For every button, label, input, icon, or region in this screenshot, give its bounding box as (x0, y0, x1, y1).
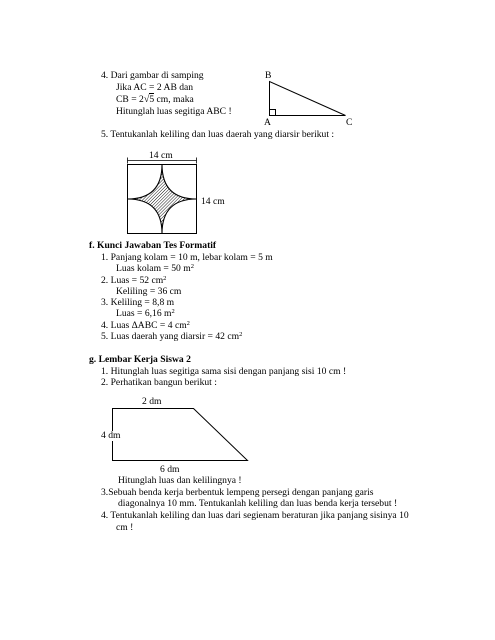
section-f-heading: f. Kunci Jawaban Tes Formatif (89, 240, 217, 251)
worksheet-q1: 1. Hitunglah luas segitiga sama sisi dengan panjang sisi 10 cm ! (101, 366, 347, 377)
answer-1b-sup: 2 (190, 263, 194, 270)
worksheet-q2-ask: Hitunglah luas dan kelilingnya ! (118, 475, 242, 486)
answer-5 (101, 332, 242, 342)
answer-4 (101, 321, 190, 331)
answer-3: 3. Keliling = 8,8 m (101, 297, 175, 308)
answer-5-text: 5. Luas daerah yang diarsir = 42 cm (101, 331, 240, 342)
right-angle-marker (270, 110, 276, 116)
q4-line2: Jika AC = 2 AB dan (116, 82, 194, 93)
answer-3b-sup: 2 (171, 308, 175, 315)
answer-1b (116, 264, 194, 274)
answer-2-sup: 2 (163, 275, 167, 282)
trapezoid (113, 409, 248, 461)
worksheet-q4-line2: cm ! (116, 522, 134, 533)
triangle-abc (270, 82, 346, 116)
answer-1: 1. Panjang kolam = 10 m, lebar kolam = 5 m (101, 252, 273, 263)
q4-line4: Hitunglah luas segitiga ABC ! (116, 106, 232, 117)
answer-4-sup: 2 (186, 320, 190, 327)
shaded-star (128, 165, 197, 234)
q4-line3-suffix: cm, maka (154, 94, 194, 105)
vertex-c-label: C (346, 117, 353, 128)
trapezoid-top-label: 2 dm (142, 396, 162, 407)
answer-2-text: 2. Luas = 52 cm (101, 275, 164, 286)
answer-3b (116, 309, 175, 319)
answer-2b: Keliling = 36 cm (116, 286, 182, 297)
q4-line3-radicand: 5 (149, 94, 155, 105)
answer-4-text: 4. Luas ΔABC = 4 cm (101, 320, 187, 331)
q5-side-label: 14 cm (201, 196, 225, 207)
trapezoid-left-label: 4 dm (101, 430, 121, 441)
worksheet-q3-line1: 3.Sebuah benda kerja berbentuk lempeng persegi dengan panjang garis (101, 487, 374, 498)
q5-line: 5. Tentukanlah keliling dan luas daerah yang diarsir berikut : (101, 129, 335, 140)
vertex-a-label: A (264, 117, 271, 128)
answer-2 (101, 276, 166, 286)
section-g-heading: g. Lembar Kerja Siswa 2 (89, 354, 191, 365)
answer-5-sup: 2 (239, 331, 243, 338)
trapezoid-bottom-label: 6 dm (160, 464, 180, 475)
worksheet-q2: 2. Perhatikan bangun berikut : (101, 377, 217, 388)
q4-line1: 4. Dari gambar di samping (101, 70, 204, 81)
worksheet-q4-line1: 4. Tentukanlah keliling dan luas dari segienam beraturan jika panjang sisinya 10 (101, 510, 409, 521)
answer-3b-text: Luas = 6,16 m (116, 308, 172, 319)
sqrt-sign: √ (143, 94, 150, 105)
vertex-b-label: B (265, 70, 272, 81)
q4-line3-prefix: CB = 2 (116, 94, 144, 105)
answer-1b-text: Luas kolam = 50 m (116, 263, 191, 274)
square-shaded-figure (128, 158, 197, 234)
worksheet-q3-line2: diagonalnya 10 mm. Tentukanlah keliling dan luas benda kerja tersebut ! (118, 498, 398, 509)
q5-top-label: 14 cm (149, 150, 173, 161)
